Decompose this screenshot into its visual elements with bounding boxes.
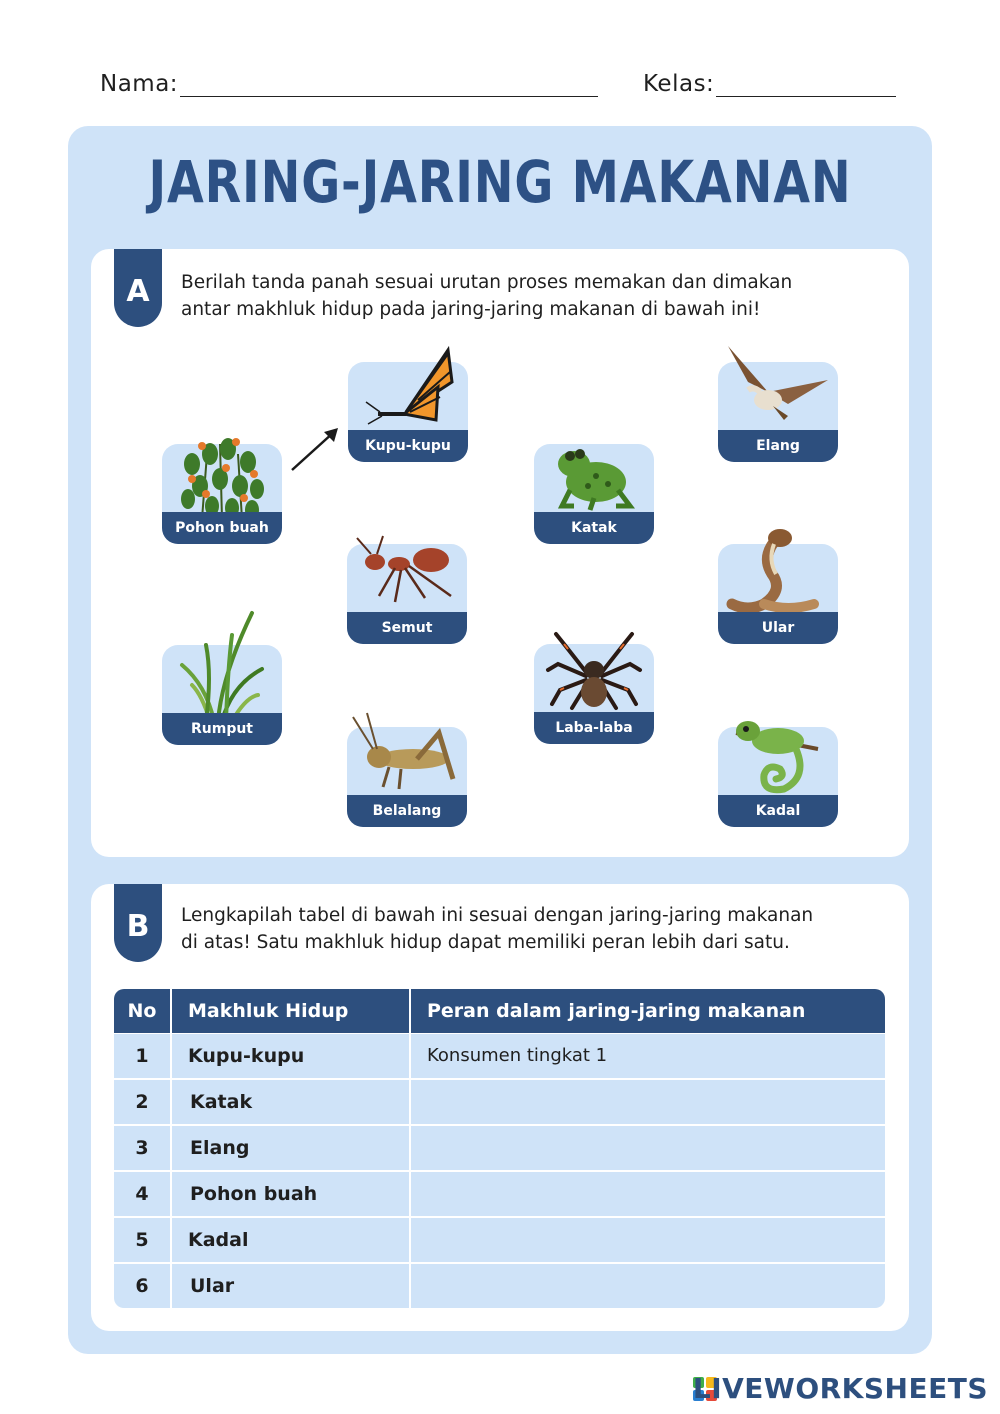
eagle-icon bbox=[718, 342, 838, 442]
card-label: Laba-laba bbox=[534, 712, 654, 744]
row-no: 6 bbox=[135, 1275, 149, 1297]
card-katak[interactable] bbox=[534, 444, 654, 544]
ant-icon bbox=[347, 524, 467, 624]
row-no: 2 bbox=[135, 1091, 149, 1113]
row-no: 3 bbox=[135, 1137, 149, 1159]
spider-icon bbox=[534, 624, 654, 724]
grass-icon bbox=[162, 625, 282, 725]
instruction-line: di atas! Satu makhluk hidup dapat memiliki peran lebih dari satu. bbox=[181, 932, 790, 953]
section-a-badge: A bbox=[114, 249, 162, 327]
table-row bbox=[114, 1218, 885, 1262]
card-ular[interactable] bbox=[718, 544, 838, 644]
butterfly-icon bbox=[348, 342, 468, 442]
card-label: Belalang bbox=[347, 795, 467, 827]
row-name: Katak bbox=[190, 1091, 253, 1113]
card-kupu-kupu[interactable] bbox=[348, 362, 468, 462]
card-pohon-buah[interactable] bbox=[162, 444, 282, 544]
row-name: Kadal bbox=[188, 1229, 249, 1251]
card-label: Kadal bbox=[718, 795, 838, 827]
header-peran: Peran dalam jaring-jaring makanan bbox=[427, 1000, 806, 1022]
fruit-tree-icon bbox=[162, 424, 282, 524]
row-name: Ular bbox=[190, 1275, 235, 1297]
card-semut[interactable] bbox=[347, 544, 467, 644]
card-label: Kupu-kupu bbox=[348, 430, 468, 462]
table-row bbox=[114, 1126, 885, 1170]
snake-icon bbox=[718, 524, 838, 624]
card-label: Pohon buah bbox=[162, 512, 282, 544]
card-label: Semut bbox=[347, 612, 467, 644]
card-kadal[interactable] bbox=[718, 727, 838, 827]
row-name: Elang bbox=[190, 1137, 250, 1159]
header-no: No bbox=[127, 1000, 157, 1022]
card-label: Ular bbox=[718, 612, 838, 644]
instruction-line: Lengkapilah tabel di bawah ini sesuai dengan jaring-jaring makanan bbox=[181, 905, 814, 926]
card-label: Elang bbox=[718, 430, 838, 462]
card-belalang[interactable] bbox=[347, 727, 467, 827]
row-name: Kupu-kupu bbox=[188, 1045, 305, 1067]
section-b-badge: B bbox=[114, 884, 162, 962]
table-row bbox=[114, 1034, 885, 1078]
card-label: Katak bbox=[534, 512, 654, 544]
card-rumput[interactable] bbox=[162, 645, 282, 745]
instruction-line: antar makhluk hidup pada jaring-jaring makanan di bawah ini! bbox=[181, 299, 761, 320]
chameleon-icon bbox=[718, 707, 838, 807]
frog-icon bbox=[534, 424, 654, 524]
table-row bbox=[114, 1264, 885, 1308]
class-field[interactable] bbox=[643, 70, 896, 97]
row-role-input[interactable] bbox=[427, 1264, 877, 1308]
row-name: Pohon buah bbox=[190, 1183, 318, 1205]
card-label: Rumput bbox=[162, 713, 282, 745]
header-makhluk-hidup: Makhluk Hidup bbox=[188, 1000, 349, 1022]
card-elang[interactable] bbox=[718, 362, 838, 462]
table-header-row bbox=[114, 989, 885, 1033]
page-title: JARING-JARING MAKANAN bbox=[148, 148, 852, 216]
section-b-instruction bbox=[181, 902, 901, 956]
grasshopper-icon bbox=[347, 707, 467, 807]
row-no: 5 bbox=[135, 1229, 149, 1251]
table-row bbox=[114, 1080, 885, 1124]
section-a-instruction bbox=[181, 269, 901, 323]
row-role-input[interactable] bbox=[427, 1126, 877, 1170]
class-input-line[interactable] bbox=[716, 70, 896, 97]
class-label: Kelas: bbox=[643, 71, 715, 97]
name-input-line[interactable] bbox=[180, 70, 598, 97]
table-row bbox=[114, 1172, 885, 1216]
row-role-input[interactable] bbox=[427, 1218, 877, 1262]
name-label: Nama: bbox=[100, 71, 179, 97]
food-chain-arrow bbox=[288, 424, 344, 474]
row-no: 4 bbox=[135, 1183, 149, 1205]
row-role-input[interactable]: Konsumen tingkat 1 bbox=[427, 1045, 608, 1066]
card-laba-laba[interactable] bbox=[534, 644, 654, 744]
row-role-input[interactable] bbox=[427, 1080, 877, 1124]
instruction-line: Berilah tanda panah sesuai urutan proses memakan dan dimakan bbox=[181, 272, 793, 293]
liveworksheets-brand: LIVEWORKSHEETS bbox=[692, 1372, 988, 1405]
name-field[interactable] bbox=[100, 70, 598, 97]
row-role-input[interactable] bbox=[427, 1172, 877, 1216]
row-no: 1 bbox=[135, 1045, 149, 1067]
